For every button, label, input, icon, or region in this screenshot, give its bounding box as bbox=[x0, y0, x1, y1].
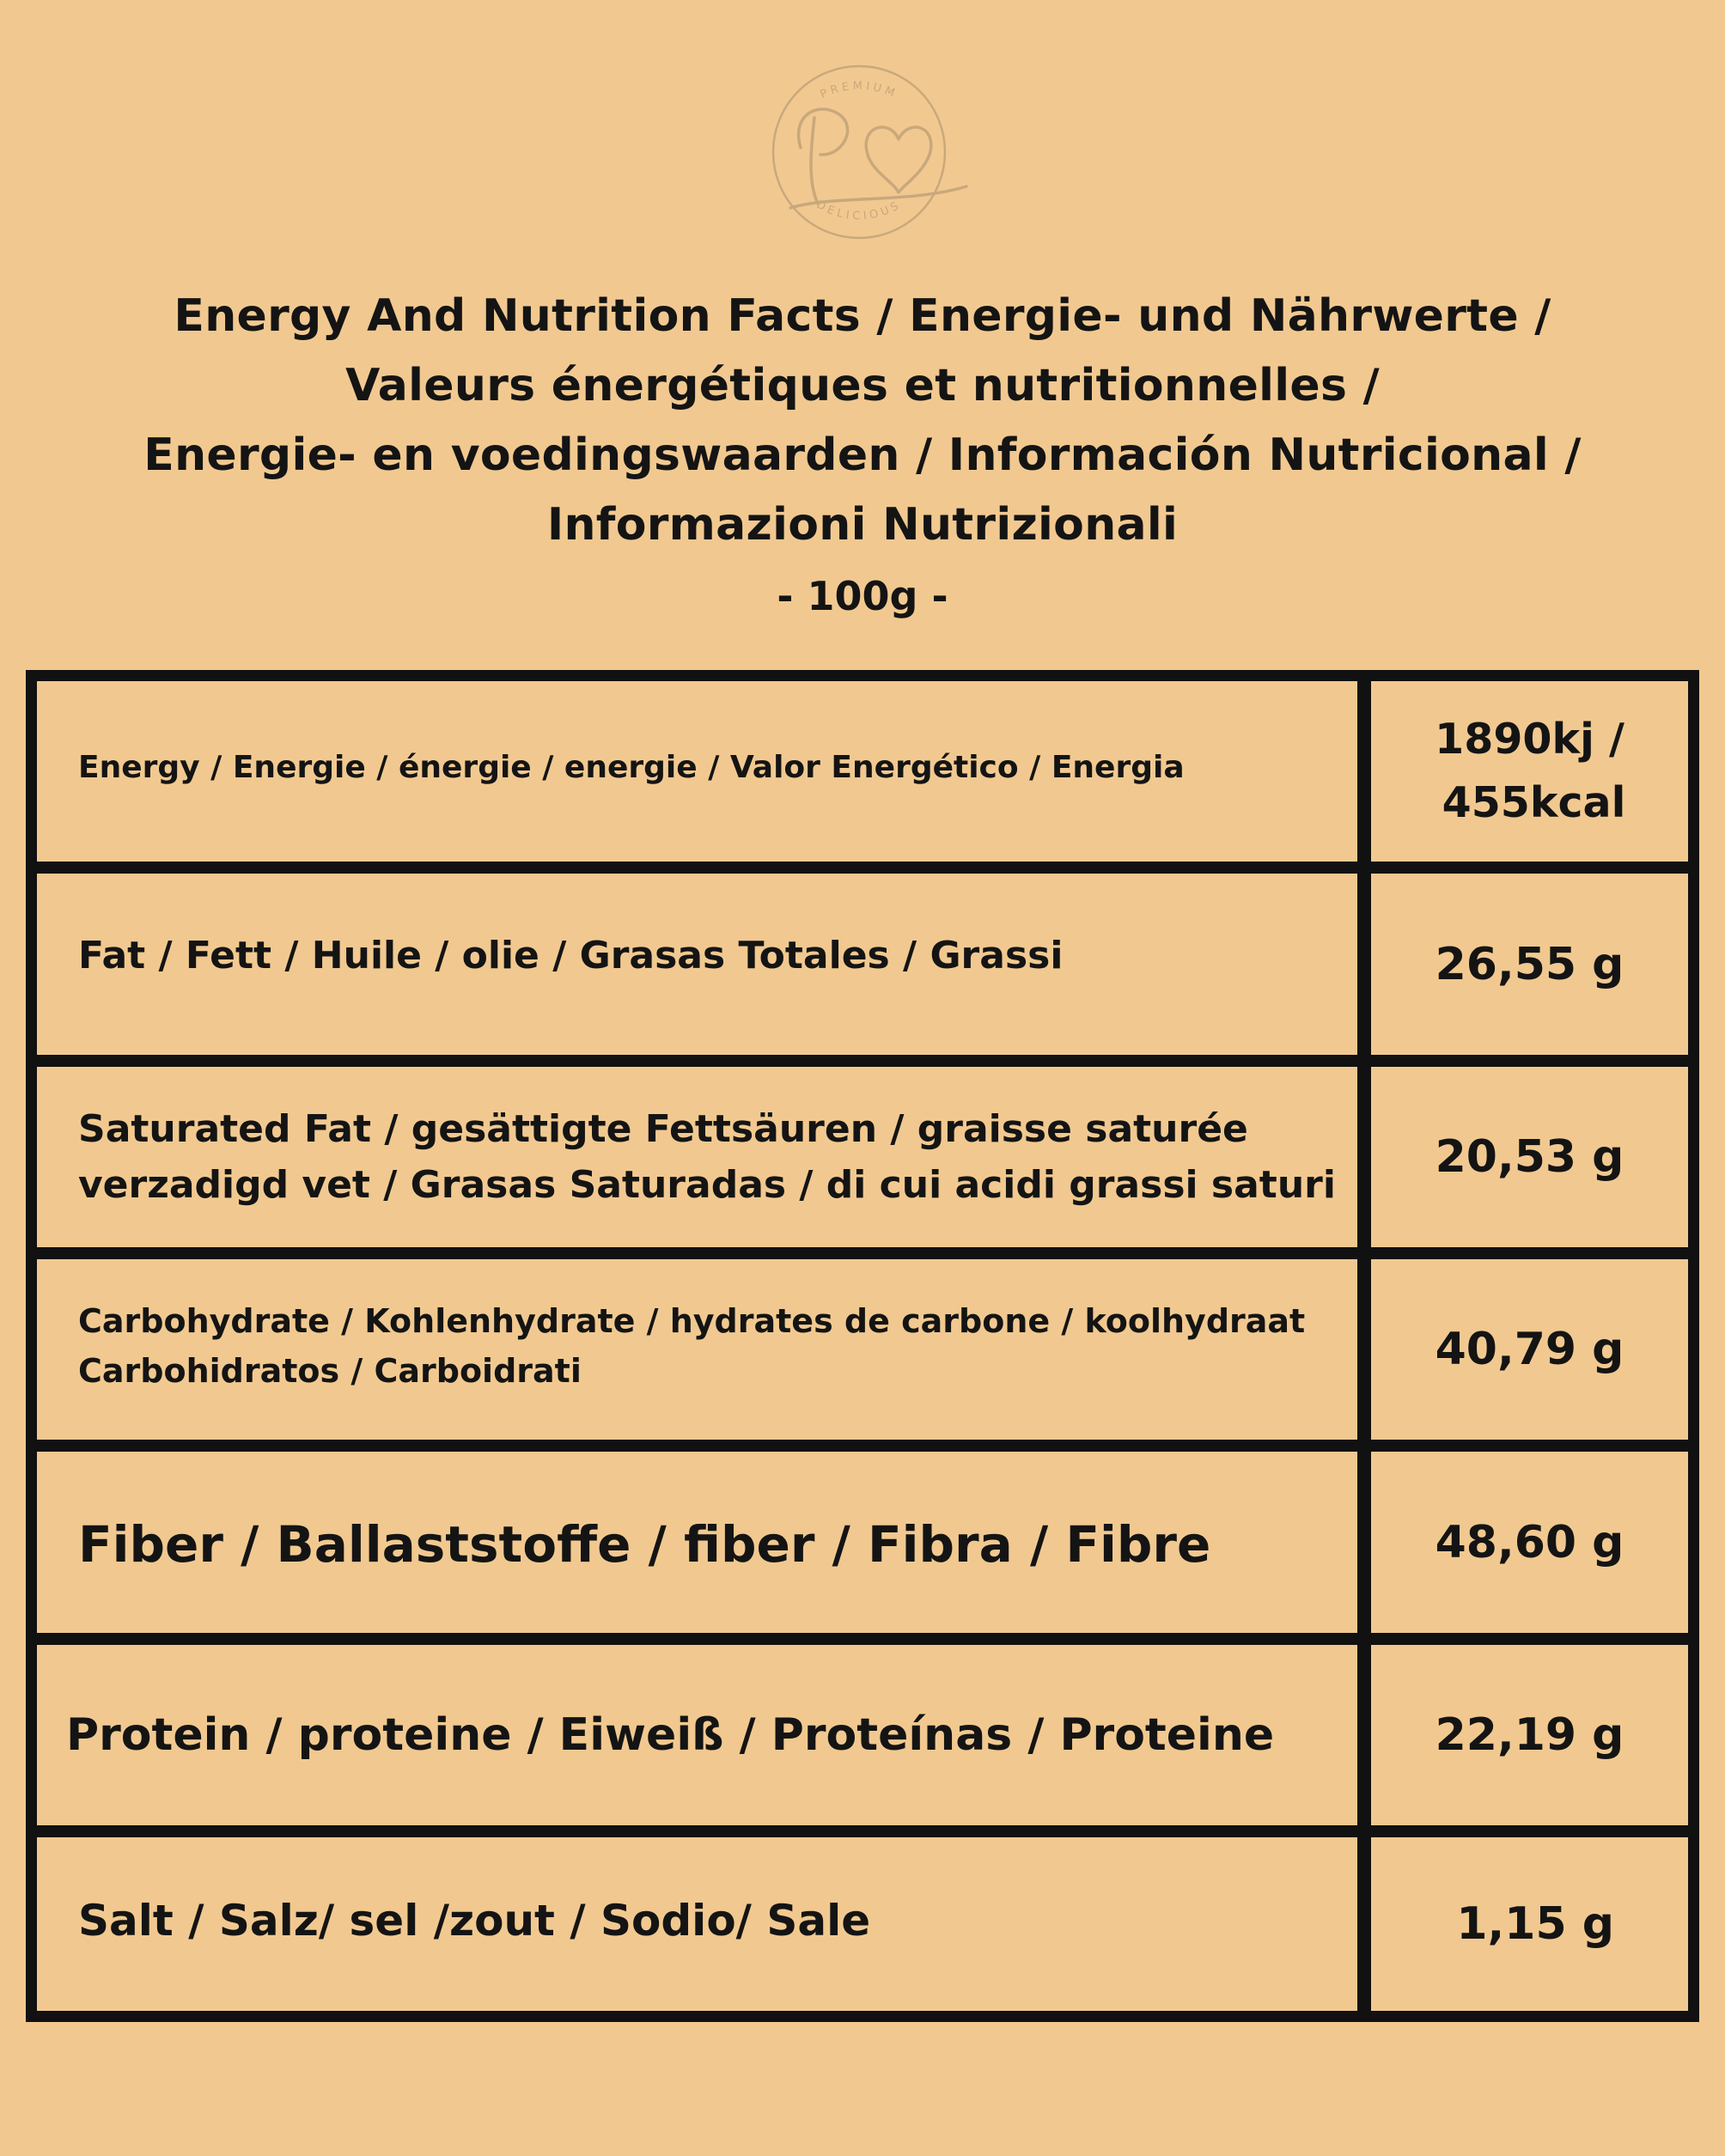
nutrient-label-line: Salt / Salz/ sel /zout / Sodio/ Sale bbox=[78, 1896, 871, 1946]
title-line: Energie- en voedingswaarden / Información Nutricional / bbox=[143, 429, 1582, 481]
table-row-protein bbox=[37, 1645, 1688, 1825]
nutrient-label bbox=[78, 678, 1350, 858]
nutrient-value bbox=[1371, 681, 1688, 862]
nutrient-value bbox=[1371, 1067, 1688, 1247]
value-line: 26,55 g bbox=[1435, 938, 1624, 990]
value-line: 455kcal bbox=[1442, 778, 1626, 827]
table-row-fiber bbox=[37, 1452, 1688, 1633]
title-line: Informazioni Nutrizionali bbox=[546, 499, 1179, 551]
nutrient-label bbox=[78, 1453, 1350, 1635]
nutrient-label-line: verzadigd vet / Grasas Saturadas / di cui acidi grassi saturi bbox=[78, 1163, 1336, 1207]
nutrient-value bbox=[1371, 1259, 1688, 1440]
table-row-carbohydrate bbox=[37, 1259, 1688, 1440]
value-line: 48,60 g bbox=[1435, 1516, 1624, 1568]
nutrient-label bbox=[78, 1067, 1350, 1247]
nutrient-label-line: Carbohydrate / Kohlenhydrate / hydrates de carbone / koolhydraat bbox=[78, 1302, 1306, 1340]
value-line: 22,19 g bbox=[1435, 1709, 1624, 1761]
nutrient-label bbox=[66, 1645, 1338, 1825]
value-line: 20,53 g bbox=[1435, 1131, 1624, 1183]
nutrition-table bbox=[26, 670, 1699, 2022]
row-divider bbox=[37, 1440, 1688, 1452]
nutrient-value bbox=[1371, 1645, 1688, 1825]
value-line: 1890kj / bbox=[1435, 715, 1624, 764]
table-row-saturated-fat bbox=[37, 1067, 1688, 1247]
brand-logo-icon bbox=[739, 53, 979, 251]
nutrient-label-line: Fiber / Ballaststoffe / fiber / Fibra / Fibre bbox=[78, 1514, 1211, 1574]
value-line: 1,15 g bbox=[1456, 1898, 1614, 1950]
nutrient-label-line: Energy / Energie / énergie / energie / Valor Energético / Energia bbox=[78, 750, 1185, 785]
row-divider bbox=[37, 1633, 1688, 1645]
logo-top-text: PREMIUM bbox=[818, 80, 900, 102]
nutrient-label bbox=[78, 1256, 1350, 1436]
nutrient-value bbox=[1371, 874, 1688, 1055]
nutrient-label bbox=[78, 1834, 1350, 2007]
row-divider bbox=[37, 1055, 1688, 1067]
brand-logo bbox=[739, 53, 979, 251]
table-row-salt bbox=[37, 1837, 1688, 2011]
nutrient-label-line: Saturated Fat / gesättigte Fettsäuren / graisse saturée bbox=[78, 1107, 1248, 1151]
logo-bottom-text: DELICIOUS bbox=[814, 198, 905, 223]
table-row-energy bbox=[37, 681, 1688, 862]
svg-text:PREMIUM bbox=[819, 80, 899, 101]
table-row-fat bbox=[37, 874, 1688, 1055]
title-line: Valeurs énergétiques et nutritionnelles / bbox=[345, 360, 1380, 411]
nutrient-label-line: Fat / Fett / Huile / olie / Grasas Totales / Grassi bbox=[78, 934, 1064, 978]
nutrient-label-line: Protein / proteine / Eiweiß / Proteínas / Proteine bbox=[66, 1709, 1275, 1761]
nutrient-label bbox=[78, 865, 1350, 1046]
value-line: 40,79 g bbox=[1435, 1324, 1624, 1375]
nutrient-value bbox=[1371, 1837, 1688, 2011]
portion-size: - 100g - bbox=[777, 573, 948, 619]
page-title bbox=[0, 282, 1725, 560]
nutrient-label-line: Carbohidratos / Carboidrati bbox=[78, 1352, 582, 1390]
nutrient-value bbox=[1371, 1452, 1688, 1633]
title-line: Energy And Nutrition Facts / Energie- und Nährwerte / bbox=[174, 290, 1551, 342]
